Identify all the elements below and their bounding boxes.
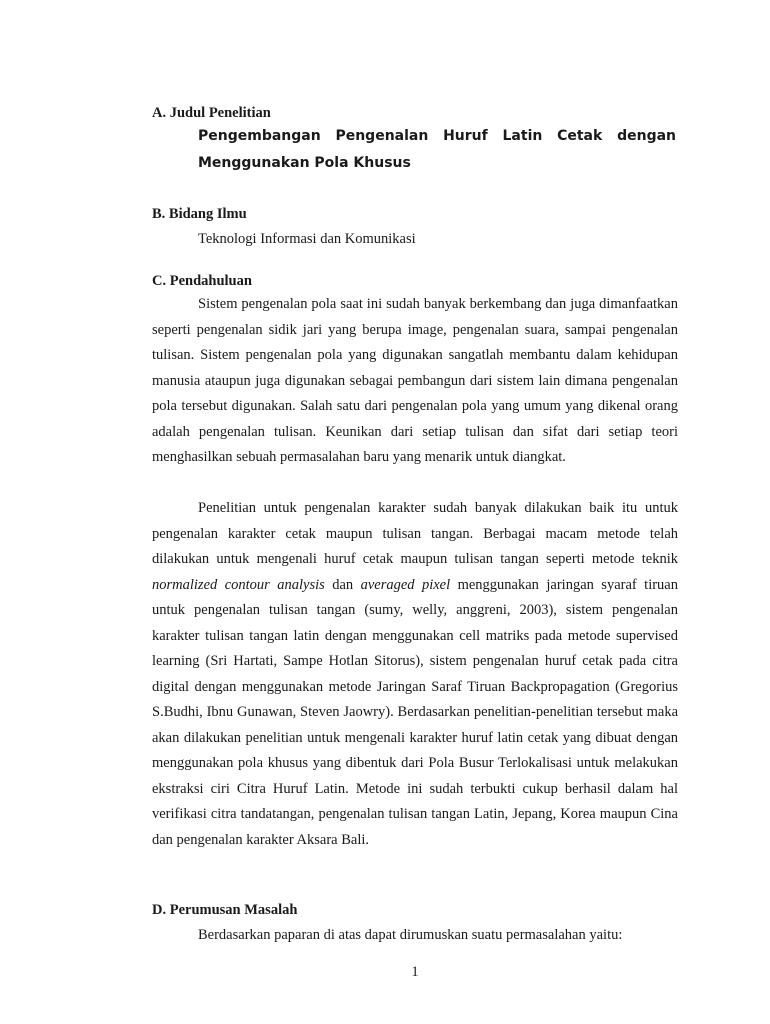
section-a-heading: A. Judul Penelitian bbox=[152, 105, 271, 121]
term-normalized-contour-analysis: normalized contour analysis bbox=[152, 576, 325, 593]
section-b-heading: B. Bidang Ilmu bbox=[152, 206, 247, 222]
term-averaged-pixel: averaged pixel bbox=[360, 576, 451, 593]
page-number: 1 bbox=[411, 964, 419, 980]
paragraph-2-text-a: Penelitian untuk pengenalan karakter sudah banyak dilakukan baik itu untuk pengenalan karakter cetak maupun tulisan tangan. Berbagai macam metode telah dilakukan untuk mengenali huruf cetak maupun tulisan tangan seperti metode teknik bbox=[152, 500, 678, 567]
research-title-line-2: Menggunakan Pola Khusus bbox=[198, 155, 411, 171]
section-d-heading: D. Perumusan Masalah bbox=[152, 902, 298, 918]
field-of-study: Teknologi Informasi dan Komunikasi bbox=[198, 231, 416, 247]
research-title-line-1: Pengembangan Pengenalan Huruf Latin Cetak dengan bbox=[198, 128, 676, 144]
introduction-paragraph-1: Sistem pengenalan pola saat ini sudah banyak berkembang dan juga dimanfaatkan seperti pengenalan sidik jari yang berupa image, pengenalan suara, sampai pengenalan tulisan. Sistem pengenalan pola yang digunakan sangatlah membantu dalam kehidupan manusia ataupun juga digunakan sebagai pembangun dari sistem lain dimana pengenalan pola tersebut digunakan. Salah satu dari pengenalan pola yang umum yang dikenal orang adalah pengenalan tulisan. Keunikan dari setiap tulisan dan sifat dari setiap teori menghasilkan sebuah permasalahan baru yang menarik untuk diangkat. bbox=[152, 296, 678, 465]
introduction-paragraph-2 bbox=[152, 496, 678, 853]
paragraph-2-text-b: dan bbox=[324, 576, 361, 593]
paragraph-2-text-c: menggunakan jaringan syaraf tiruan untuk pengenalan tulisan tangan (sumy, welly, anggreni, 2003), sistem pengenalan karakter tulisan tangan latin dengan menggunakan cell matriks pada metode supervised learning (Sri Hartati, Sampe Hotlan Sitorus), sistem pengenalan huruf cetak pada citra digital dengan menggunakan metode Jaringan Saraf Tiruan Backpropagation (Gregorius S.Budhi, Ibnu Gunawan, Steven Jaowry). Berdasarkan penelitian-penelitian tersebut maka akan dilakukan penelitian untuk mengenali karakter huruf latin cetak yang dibuat dengan menggunakan pola khusus yang dibentuk dari Pola Busur Terlokalisasi untuk melakukan ekstraksi ciri Citra Huruf Latin. Metode ini sudah terbukti cukup berhasil dalam hal verifikasi citra tandatangan, pengenalan tulisan tangan Latin, Jepang, Korea maupun Cina dan pengenalan karakter Aksara Bali. bbox=[152, 576, 678, 848]
problem-formulation-intro: Berdasarkan paparan di atas dapat dirumuskan suatu permasalahan yaitu: bbox=[198, 927, 623, 943]
section-c-heading: C. Pendahuluan bbox=[152, 273, 252, 289]
